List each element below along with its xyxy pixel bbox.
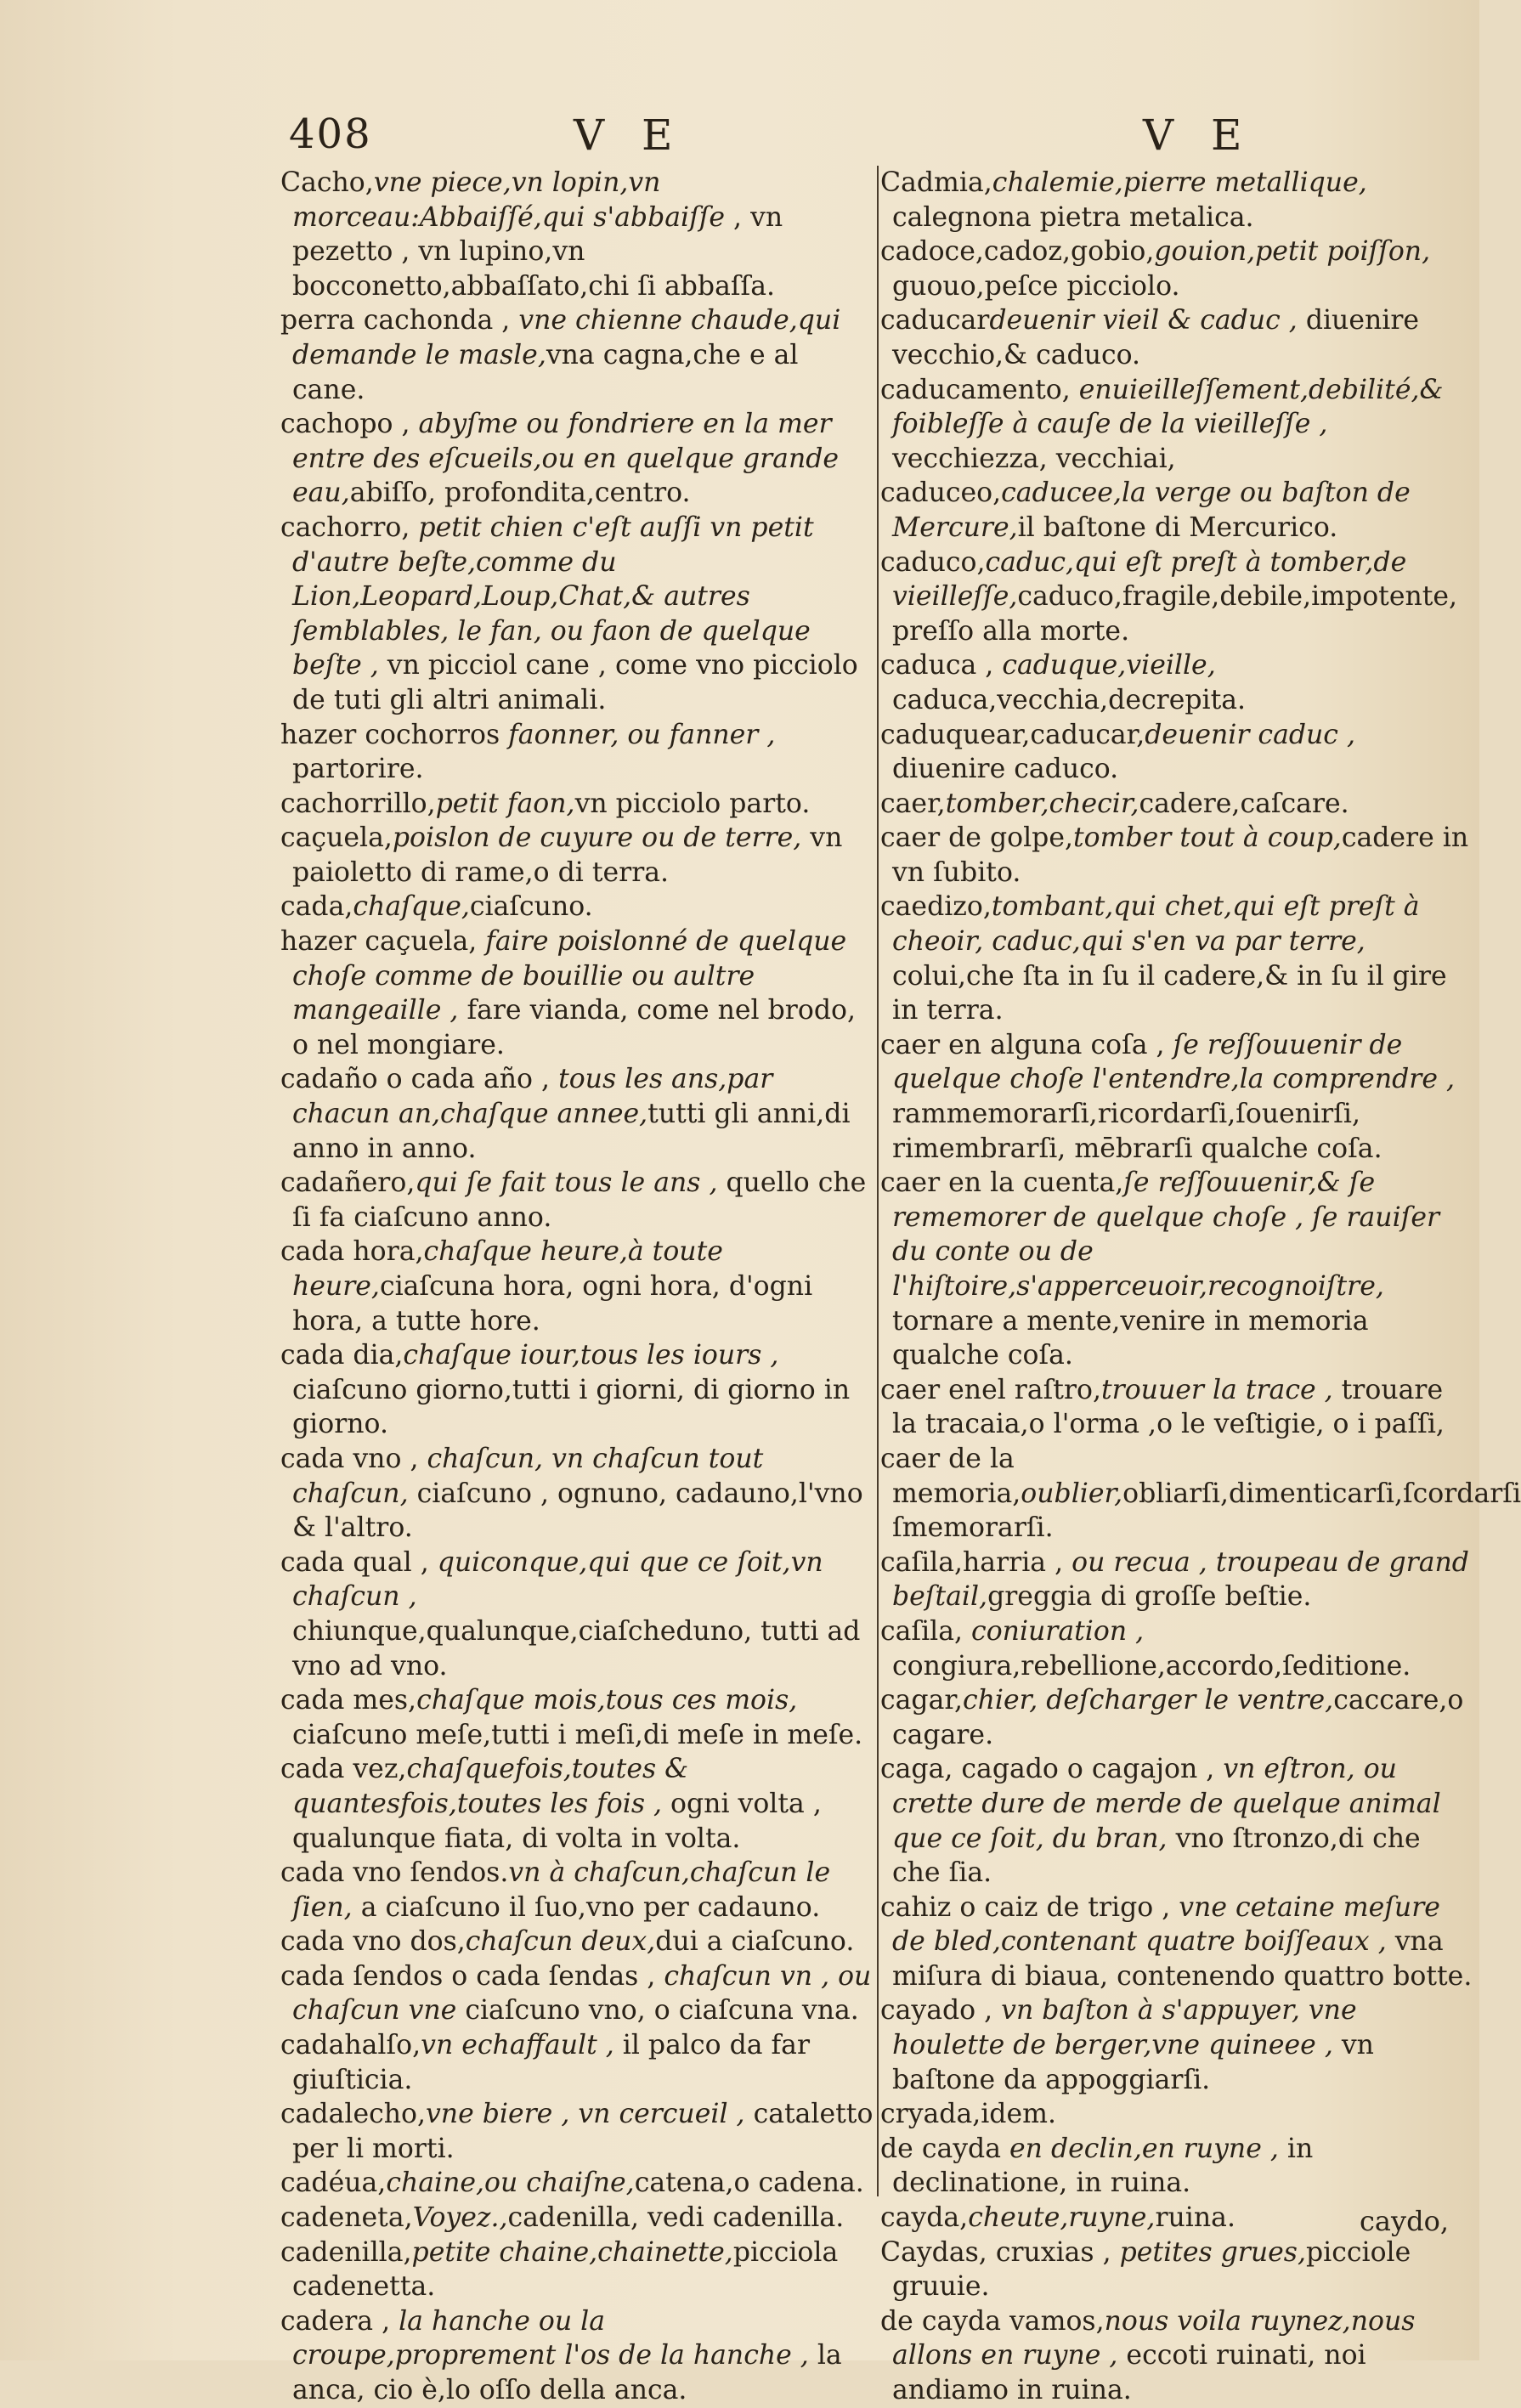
- entry-headword: cada,: [280, 891, 353, 923]
- entry-headword: caduco,: [880, 546, 986, 578]
- dictionary-entry: [880, 1442, 1521, 1546]
- entry-headword: cada vno ,: [280, 1443, 427, 1474]
- entry-fr: en declin,en ruyne ,: [1009, 2133, 1287, 2164]
- dictionary-entry: [280, 2166, 875, 2201]
- entry-italian: ruina.: [1155, 2202, 1235, 2234]
- dictionary-entry: [280, 890, 875, 924]
- dictionary-entry: [880, 235, 1475, 303]
- entry-italian: ciaſcuna hora, ogni hora, d'ogni hora, a tutte hore.: [292, 1271, 813, 1337]
- entry-italian: la anca, cio è,lo oſſo della anca.: [292, 2340, 842, 2405]
- entry-italian: congiura,rebellione,accordo,ſeditione.: [892, 1650, 1411, 1682]
- dictionary-entry: [880, 1166, 1475, 1373]
- entry-italian: ciaſcuno.: [469, 891, 593, 923]
- entry-headword: caduquear,caducar,: [880, 719, 1145, 750]
- entry-italian: vno ſtronzo,di che che ſia.: [892, 1823, 1421, 1889]
- entry-fr: deuenir caduc ,: [1145, 719, 1355, 750]
- dictionary-entry: [880, 718, 1475, 787]
- entry-italian: catena,o cadena.: [634, 2168, 864, 2199]
- entry-headword: caſila,: [880, 1615, 972, 1647]
- entry-headword: caedizo,: [880, 891, 992, 923]
- entry-headword: caçuela,: [280, 822, 393, 854]
- dictionary-entry: [880, 1752, 1475, 1890]
- entry-headword: caducamento,: [880, 374, 1079, 405]
- entry-headword: cada vno dos,: [280, 1926, 466, 1958]
- entry-italian: il baſtone di Mercurico.: [1017, 512, 1338, 543]
- entry-headword: cadaño o cada año ,: [280, 1064, 559, 1095]
- entry-italian: ciaſcuno vno, o ciaſcuna vna.: [465, 1995, 859, 2026]
- entry-italian: obliarſi,dimenticarſi,ſcordarſi ſmemorarſi.: [892, 1478, 1521, 1544]
- entry-fr: vne piece,vn lopin,vn morceau:Abbaiſſé,qui s'abbaiſſe: [292, 167, 726, 233]
- entry-headword: cadenilla,: [280, 2236, 412, 2268]
- entry-italian: ciaſcuno giorno,tutti i giorni, di giorno in giorno.: [292, 1374, 851, 1440]
- entry-italian: picciola cadenetta.: [292, 2236, 839, 2303]
- entry-fr: chaſcun, vn chaſcun tout chaſcun,: [292, 1443, 764, 1509]
- entry-fr: petites grues,: [1119, 2236, 1306, 2268]
- entry-italian: a ciaſcuno il ſuo,vno per cadauno.: [360, 1891, 821, 1923]
- dictionary-entry: [880, 2132, 1475, 2201]
- entry-italian: vecchiezza, vecchiai,: [892, 443, 1176, 474]
- entry-fr: vne chienne chaude,qui demande le masle,: [292, 305, 841, 370]
- dictionary-entry: [280, 821, 875, 890]
- entry-italian: abiſſo, profondita,centro.: [349, 478, 691, 509]
- entry-headword: caer de la memoria,: [880, 1443, 1021, 1509]
- entry-headword: cada dia,: [280, 1340, 404, 1371]
- entry-headword: caduca ,: [880, 650, 1003, 681]
- entry-italian: guouo,peſce picciolo.: [892, 270, 1180, 302]
- dictionary-entry: [280, 407, 875, 511]
- dictionary-entry: [280, 1235, 875, 1338]
- entry-fr: poislon de cuyure ou de terre,: [392, 822, 811, 854]
- running-head-left: V E: [574, 110, 685, 160]
- catchword: caydo,: [1360, 2205, 1449, 2237]
- entry-fr: petit faon,: [435, 788, 575, 819]
- entry-fr: caducee,la verge ou baſton de Mercure,: [892, 478, 1411, 543]
- entry-italian: picciole gruuie.: [892, 2236, 1411, 2303]
- dictionary-entry: [280, 303, 875, 407]
- dictionary-entry: [880, 1683, 1475, 1752]
- left-column: [280, 166, 875, 2408]
- entry-italian: vn picciol cane , come vno picciolo de tuti gli altri animali.: [292, 650, 858, 715]
- entry-italian: tornare a mente,venire in memoria qualche coſa.: [892, 1305, 1369, 1371]
- entry-fr: faonner, ou fanner ,: [508, 719, 776, 750]
- entry-headword: cadalecho,: [280, 2099, 426, 2130]
- entry-headword: cayado ,: [880, 1995, 1002, 2026]
- dictionary-entry: [280, 511, 875, 718]
- entry-italian: cadere,caſcare.: [1139, 788, 1349, 819]
- dictionary-entry: [280, 1338, 875, 1442]
- entry-italian: quello che ſi fa ciaſcuno anno.: [292, 1167, 867, 1233]
- entry-headword: Cadmia,: [880, 167, 992, 198]
- dictionary-entry: [280, 718, 875, 787]
- dictionary-entry: [280, 2201, 875, 2236]
- entry-headword: de cayda: [880, 2133, 1009, 2164]
- entry-fr: chaſque,: [353, 891, 470, 923]
- entry-italian: caccare,o cagare.: [892, 1685, 1464, 1750]
- dictionary-entry: [280, 1166, 875, 1235]
- entry-italian: vna miſura di biaua, contenendo quattro botte.: [892, 1926, 1473, 1992]
- entry-headword: cahiz o caiz de trigo ,: [880, 1891, 1179, 1923]
- dictionary-entry: [880, 648, 1475, 717]
- dictionary-entry: [280, 1062, 875, 1166]
- entry-italian: chiunque,qualunque,ciaſcheduno, tutti ad vno ad vno.: [292, 1615, 861, 1682]
- entry-fr: petit chien c'eſt auſſi vn petit d'autre beſte,comme du Lion,Leopard,Loup,Chat,& autres ſemblables, le fan, ou faon de quelque beſte ,: [292, 512, 814, 681]
- entry-headword: cadéua,: [280, 2168, 387, 2199]
- entry-italian: tutti gli anni,di anno in anno.: [292, 1099, 851, 1164]
- entry-fr: chaſcun deux,: [465, 1926, 656, 1958]
- entry-italian: eccoti ruinati, noi andiamo in ruina.: [892, 2340, 1366, 2405]
- entry-italian: vn paioletto di rame,o di terra.: [292, 822, 843, 888]
- entry-headword: cada mes,: [280, 1685, 417, 1716]
- entry-headword: cadera ,: [280, 2305, 399, 2337]
- entry-headword: hazer cochorros: [280, 719, 509, 750]
- entry-headword: cryada,: [880, 2099, 981, 2130]
- entry-fr: petite chaine,chainette,: [411, 2236, 733, 2268]
- dictionary-entry: [280, 2097, 875, 2166]
- dictionary-entry: [880, 1546, 1475, 1614]
- entry-italian: in declinatione, in ruina.: [892, 2133, 1314, 2199]
- entry-fr: chaine,ou chaiſne,: [386, 2168, 635, 2199]
- entry-headword: caduceo,: [880, 478, 1002, 509]
- entry-italian: caduca,vecchia,decrepita.: [892, 684, 1247, 715]
- dictionary-entry: [880, 787, 1475, 822]
- dictionary-entry: [280, 1856, 875, 1925]
- entry-headword: caer,: [880, 788, 946, 819]
- entry-fr: vn echaffault ,: [421, 2030, 623, 2061]
- entry-italian: partorire.: [292, 754, 424, 785]
- running-head-right: V E: [1143, 110, 1254, 160]
- dictionary-entry: [880, 476, 1475, 545]
- entry-italian: ciaſcuno , ognuno, cadauno,l'vno & l'altro.: [292, 1478, 863, 1544]
- entry-italian: dui a ciaſcuno.: [655, 1926, 855, 1958]
- entry-fr: vn à chaſcun,chaſcun le ſien,: [292, 1857, 831, 1923]
- entry-fr: ſe reſſouuenir de quelque choſe l'entendre,la comprendre ,: [892, 1029, 1455, 1095]
- entry-fr: chaſque iour,tous les iours ,: [403, 1340, 779, 1371]
- entry-headword: cada ſendos o cada ſendas ,: [280, 1960, 664, 1992]
- page-number: 408: [289, 110, 372, 158]
- dictionary-entry: [880, 373, 1475, 477]
- entry-fr: chaſque heure,à toute heure,: [292, 1236, 723, 1302]
- entry-italian: cadenilla, vedi cadenilla.: [507, 2202, 845, 2234]
- entry-italian: greggia di groſſe beſtie.: [987, 1581, 1312, 1613]
- entry-fr: tombant,qui chet,qui eſt preſt à cheoir, caduc,qui s'en va par terre,: [892, 891, 1420, 958]
- entry-headword: hazer caçuela,: [280, 926, 486, 958]
- dictionary-entry: [280, 1959, 875, 2028]
- entry-fr: chalemie,pierre metallique,: [992, 167, 1367, 198]
- entry-italian: idem.: [981, 2099, 1056, 2130]
- entry-headword: Caydas, cruxias ,: [880, 2236, 1120, 2268]
- entry-italian: calegnona pietra metalica.: [892, 201, 1254, 233]
- entry-fr: vne biere , vn cercueil ,: [426, 2099, 754, 2130]
- entry-fr: chaſquefois,toutes & quantesfois,toutes les fois ,: [292, 1754, 689, 1819]
- entry-headword: Cacho,: [280, 167, 374, 198]
- entry-headword: cachopo ,: [280, 409, 419, 440]
- entry-fr: tomber,checir,: [945, 788, 1139, 819]
- entry-fr: deuenir vieil & caduc ,: [989, 305, 1306, 336]
- entry-fr: caduc,qui eſt preſt à tomber,de vieilleſſe,: [892, 546, 1407, 613]
- entry-headword: cada vez,: [280, 1754, 407, 1785]
- dictionary-entry: [280, 166, 875, 303]
- dictionary-entry: [880, 166, 1475, 235]
- entry-headword: cada vno ſendos.: [280, 1857, 509, 1889]
- entry-fr: quiconque,qui que ce ſoit,vn chaſcun ,: [292, 1546, 823, 1613]
- entry-headword: cadañero,: [280, 1167, 416, 1199]
- entry-fr: cheute,ruyne,: [968, 2202, 1156, 2234]
- entry-fr: nous voila ruynez,nous allons en ruyne ,: [892, 2305, 1416, 2371]
- entry-headword: cachorro,: [280, 512, 419, 543]
- entry-headword: cadoce,cadoz,gobio,: [880, 236, 1155, 268]
- entry-italian: vna cagna,che e al cane.: [292, 339, 799, 405]
- entry-italian: ogni volta , qualunque fiata, di volta in volta.: [292, 1788, 822, 1854]
- dictionary-entry: [280, 1925, 875, 1959]
- entry-headword: perra cachonda ,: [280, 305, 519, 336]
- dictionary-entry: [280, 1442, 875, 1546]
- dictionary-entry: [880, 545, 1475, 649]
- entry-fr: chaſcun vn , ou chaſcun vne: [292, 1960, 872, 2026]
- dictionary-entry: [280, 924, 875, 1062]
- dictionary-entry: [280, 1752, 875, 1856]
- entry-headword: de cayda vamos,: [880, 2305, 1105, 2337]
- dictionary-entry: [880, 1373, 1475, 1442]
- entry-fr: ſe reſſouuenir,& ſe rememorer de quelque choſe , ſe rauiſer du conte ou de l'hiſtoire,s'apperceuoir,recognoiſtre,: [892, 1167, 1440, 1302]
- entry-headword: caer en alguna coſa ,: [880, 1029, 1173, 1060]
- entry-headword: cada hora,: [280, 1236, 424, 1268]
- entry-fr: qui ſe fait tous le ans ,: [415, 1167, 727, 1199]
- entry-headword: caer de golpe,: [880, 822, 1073, 854]
- entry-fr: gouion,petit poiſſon,: [1154, 236, 1431, 268]
- entry-headword: caer enel raſtro,: [880, 1374, 1101, 1405]
- entry-headword: caſila,harria ,: [880, 1546, 1072, 1578]
- entry-headword: cachorrillo,: [280, 788, 436, 819]
- dictionary-entry: [280, 2028, 875, 2097]
- dictionary-entry: [880, 890, 1475, 1027]
- entry-italian: trouare la tracaia,o l'orma ,o le veſtigie, o i paſſi,: [892, 1374, 1445, 1440]
- entry-fr: vn eſtron, ou crette dure de merde de quelque animal que ce ſoit, du bran,: [892, 1754, 1441, 1854]
- entry-fr: oublier,: [1021, 1478, 1123, 1509]
- dictionary-entry: [280, 787, 875, 822]
- entry-fr: coniuration ,: [971, 1615, 1145, 1647]
- entry-headword: cayda,: [880, 2202, 969, 2234]
- entry-fr: chaſque mois,tous ces mois,: [416, 1685, 798, 1716]
- entry-italian: fare vianda, come nel brodo, o nel mongiare.: [292, 995, 856, 1060]
- entry-fr: ou recua , troupeau de grand beſtail,: [892, 1546, 1469, 1613]
- dictionary-entry: [880, 2304, 1475, 2408]
- entry-headword: cagar,: [880, 1685, 963, 1716]
- entry-italian: colui,che ſta in ſu il cadere,& in ſu il gire in terra.: [892, 960, 1447, 1026]
- entry-italian: vn baſtone da appoggiarſi.: [892, 2030, 1374, 2095]
- entry-italian: diuenire caduco.: [892, 754, 1119, 785]
- dictionary-entry: [280, 1683, 875, 1752]
- entry-fr: tomber tout à coup,: [1072, 822, 1342, 854]
- entry-headword: cadahalſo,: [280, 2030, 421, 2061]
- entry-italian: , vn pezetto , vn lupino,vn bocconetto,abbaſſato,chi ſi abbaſſa.: [292, 201, 783, 302]
- entry-fr: enuieilleſſement,debilité,& foibleſſe à cauſe de la vieilleſſe ,: [892, 374, 1444, 440]
- entry-fr: tous les ans,par chacun an,chaſque annee,: [292, 1064, 773, 1130]
- entry-fr: la hanche ou la croupe,proprement l'os de la hanche ,: [292, 2305, 817, 2371]
- dictionary-entry: [880, 821, 1475, 890]
- dictionary-entry: [280, 2304, 875, 2408]
- entry-italian: vn picciolo parto.: [574, 788, 811, 819]
- dictionary-entry: [280, 1546, 875, 1683]
- entry-fr: trouuer la trace ,: [1100, 1374, 1342, 1405]
- dictionary-entry: [880, 1614, 1475, 1683]
- entry-fr: Voyez.,: [412, 2202, 508, 2234]
- entry-italian: il palco da far giuſticia.: [292, 2030, 811, 2095]
- dictionary-entry: [880, 1993, 1475, 2097]
- entry-italian: ciaſcuno meſe,tutti i meſi,di meſe in meſe.: [292, 1719, 863, 1750]
- entry-fr: faire poislonné de quelque choſe comme de bouillie ou aultre mangeaille ,: [292, 926, 847, 1026]
- entry-headword: caducar: [880, 305, 990, 336]
- entry-italian: cataletto per li morti.: [292, 2099, 874, 2164]
- entry-fr: abyſme ou fondriere en la mer entre des eſcueils,ou en quelque grande eau,: [292, 409, 840, 509]
- dictionary-entry: [880, 1891, 1475, 1994]
- entry-italian: diuenire vecchio,& caduco.: [892, 305, 1420, 370]
- entry-headword: cadeneta,: [280, 2202, 413, 2234]
- entry-italian: caduco,fragile,debile,impotente, preſſo alla morte.: [892, 581, 1458, 647]
- dictionary-entry: [880, 2097, 1475, 2132]
- entry-fr: vn baſton à s'appuyer, vne houlette de berger,vne quineee ,: [892, 1995, 1357, 2061]
- dictionary-entry: [280, 2236, 875, 2304]
- entry-headword: caer en la cuenta,: [880, 1167, 1124, 1199]
- entry-headword: cada qual ,: [280, 1546, 438, 1578]
- entry-fr: vne cetaine meſure de bled,contenant quatre boiſſeaux ,: [892, 1891, 1440, 1958]
- entry-italian: rammemorarſi,ricordarſi,ſouenirſi, rimembrarſi, mēbrarſi qualche coſa.: [892, 1099, 1382, 1164]
- dictionary-entry: [880, 2236, 1475, 2304]
- entry-fr: caduque,vieille,: [1002, 650, 1216, 681]
- dictionary-entry: [880, 303, 1475, 372]
- dictionary-entry: [880, 1028, 1475, 1166]
- entry-fr: chier, deſcharger le ventre,: [962, 1685, 1334, 1716]
- entry-headword: caga, cagado o cagajon ,: [880, 1754, 1224, 1785]
- entry-italian: cadere in vn ſubito.: [892, 822, 1469, 888]
